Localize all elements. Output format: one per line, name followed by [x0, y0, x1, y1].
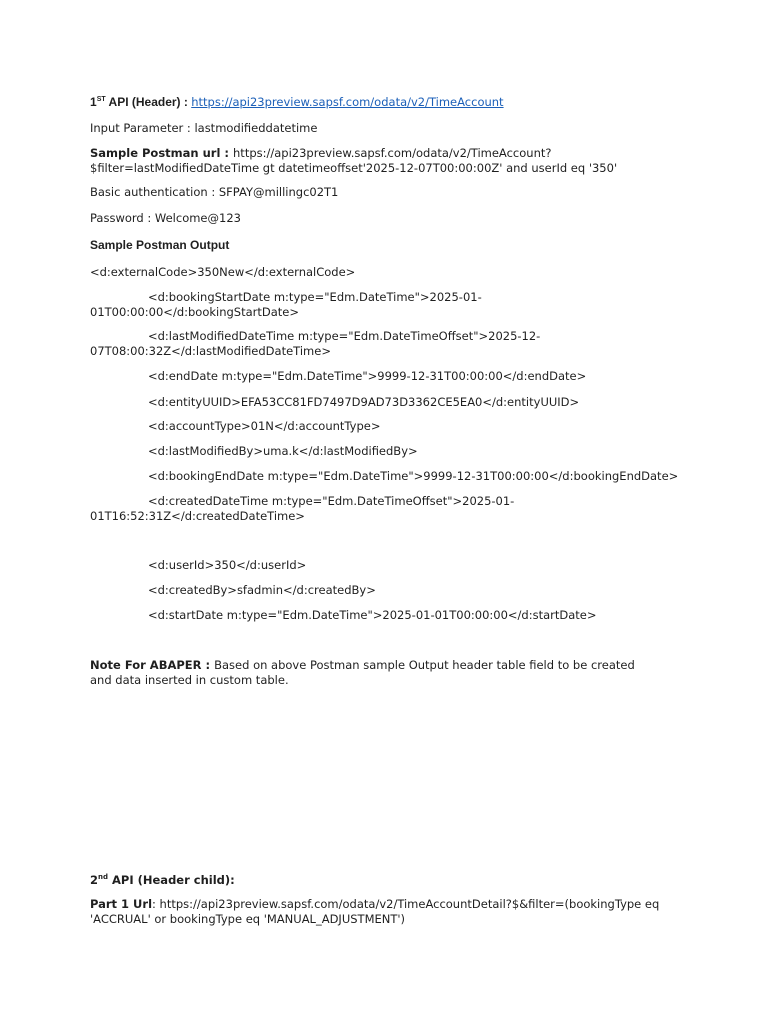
password: Password : Welcome@123	[90, 211, 241, 225]
output-line: <d:endDate m:type="Edm.DateTime">9999-12-31T00:00:00</d:endDate>	[148, 369, 587, 383]
part1-url	[90, 897, 665, 927]
api1-timeaccount-link[interactable]: https://api23preview.sapsf.com/odata/v2/TimeAccount	[191, 95, 504, 109]
api1-heading-label: API (Header) :	[105, 95, 192, 109]
part1-text: : https://api23preview.sapsf.com/odata/v2/TimeAccountDetail?$&filter=(bookingType eq 'ACCRUAL' or bookingType eq 'MANUAL_ADJUSTMENT')	[90, 897, 660, 926]
output-line: <d:lastModifiedBy>uma.k</d:lastModifiedBy>	[148, 444, 418, 458]
sample-postman-url	[90, 146, 690, 176]
api1-heading	[90, 95, 690, 110]
output-external-code: <d:externalCode>350New</d:externalCode>	[90, 265, 356, 279]
api1-heading-superscript: ST	[96, 96, 106, 103]
note-label: Note For ABAPER :	[90, 658, 215, 672]
output-line: <d:entityUUID>EFA53CC81FD7497D9AD73D3362CE5EA0</d:entityUUID>	[148, 395, 580, 409]
output-line: <d:lastModifiedDateTime m:type="Edm.DateTimeOffset">2025-12-07T08:00:32Z</d:lastModifiedDateTime>	[90, 329, 541, 358]
api1-heading-number: 1	[90, 95, 97, 109]
output-line: <d:startDate m:type="Edm.DateTime">2025-01-01T00:00:00</d:startDate>	[148, 608, 597, 622]
api2-heading-label: API (Header child):	[108, 873, 235, 887]
output-line: <d:userId>350</d:userId>	[148, 558, 307, 572]
part1-label: Part 1 Url	[90, 897, 153, 911]
input-parameter: Input Parameter : lastmodifieddatetime	[90, 121, 318, 135]
api2-heading-superscript: nd	[98, 873, 109, 882]
output-line: <d:createdDateTime m:type="Edm.DateTimeOffset">2025-01-01T16:52:31Z</d:createdDateTime>	[90, 494, 515, 523]
note-for-abaper	[90, 658, 660, 688]
output-line: <d:createdBy>sfadmin</d:createdBy>	[148, 583, 376, 597]
basic-authentication: Basic authentication : SFPAY@millingc02T1	[90, 185, 339, 199]
api2-heading-number: 2	[90, 873, 99, 887]
api2-heading	[90, 873, 690, 888]
sample-output-heading: Sample Postman Output	[90, 238, 230, 252]
output-line: <d:bookingEndDate m:type="Edm.DateTime">9999-12-31T00:00:00</d:bookingEndDate>	[148, 469, 679, 483]
note-text: Based on above Postman sample Output header table field to be created and data inserted in custom table.	[90, 658, 635, 687]
sample-url-value: https://api23preview.sapsf.com/odata/v2/TimeAccount?$filter=lastModifiedDateTime gt datetimeoffset'2025-12-07T00:00:00Z' and userId eq '350'	[90, 146, 618, 175]
sample-url-label: Sample Postman url :	[90, 146, 234, 160]
output-line: <d:accountType>01N</d:accountType>	[148, 419, 381, 433]
output-line: <d:bookingStartDate m:type="Edm.DateTime">2025-01-01T00:00:00</d:bookingStartDate>	[90, 290, 482, 319]
